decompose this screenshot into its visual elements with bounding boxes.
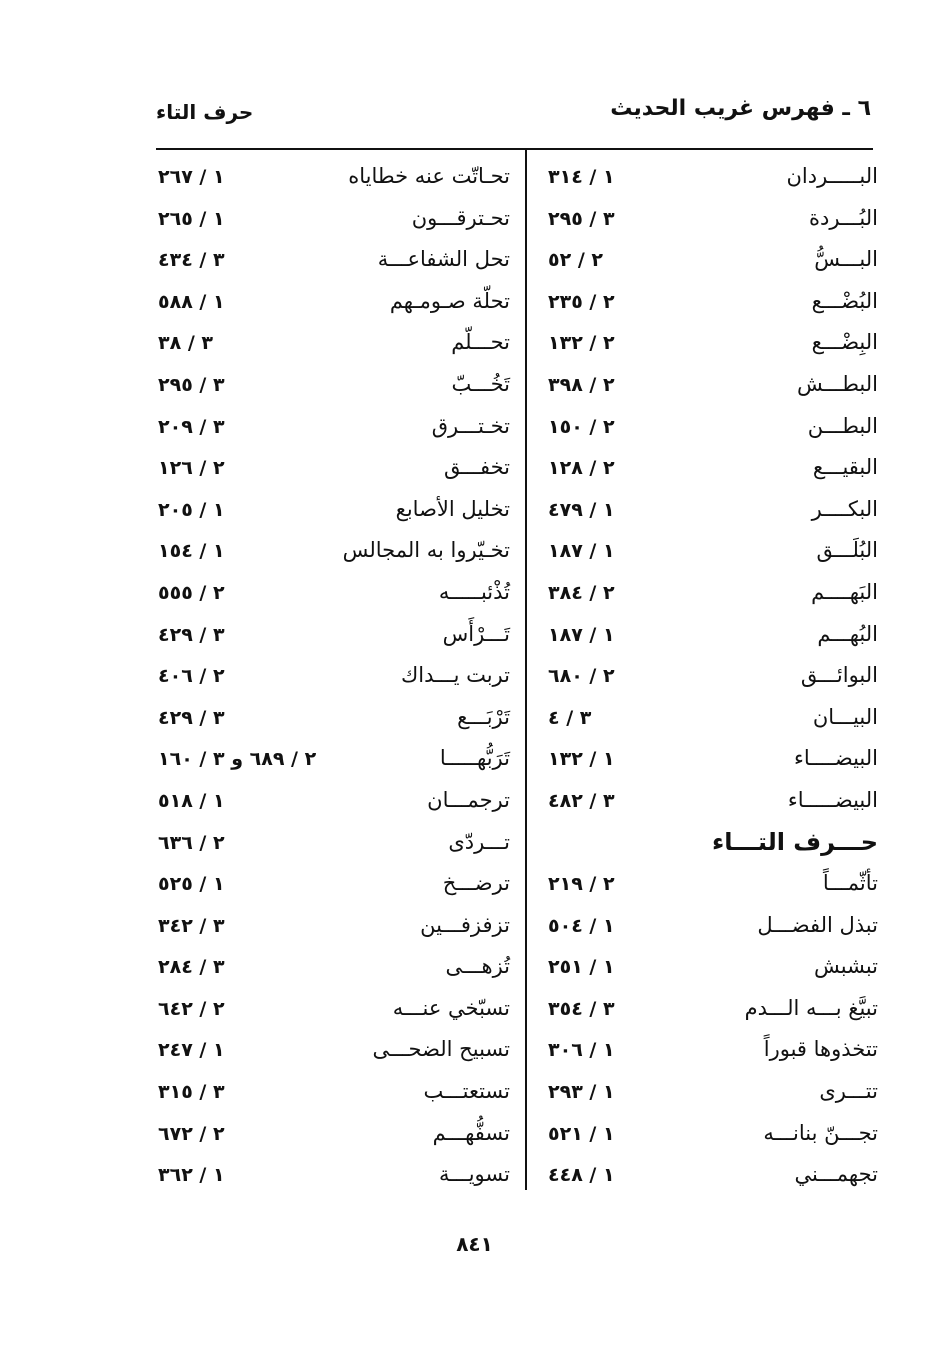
entry-term: تخليل الأصابع <box>395 496 510 521</box>
entry-reference: ٢ / ٥٢ <box>548 249 603 272</box>
entry-term: تَخُـــبّ <box>451 371 510 396</box>
index-entry <box>540 784 878 826</box>
entry-reference: ٣ / ٣١٥ <box>158 1081 225 1104</box>
entry-reference: ٢ / ٢٣٥ <box>548 290 615 313</box>
entry-term: تبشبش <box>813 954 878 979</box>
entry-reference: ١ / ١٣٢ <box>548 748 615 771</box>
entry-term: تجـــنّ بنانـــه <box>763 1120 878 1145</box>
entry-reference: ٣ / ٢٩٥ <box>158 373 225 396</box>
index-entry <box>540 202 878 244</box>
entry-reference: ٣ / ٣٥٤ <box>548 997 615 1020</box>
entry-term: تـــردّى <box>448 829 510 854</box>
index-entry <box>540 1117 878 1159</box>
index-entry <box>540 659 878 701</box>
index-entry <box>540 618 878 660</box>
index-entry <box>150 160 510 202</box>
index-entry <box>150 784 510 826</box>
entry-term: البيضـــــاء <box>787 787 878 812</box>
index-entry <box>150 368 510 410</box>
entry-term: تَرَبُّهـــــا <box>439 746 510 771</box>
entry-reference: ١ / ٢٠٥ <box>158 498 225 521</box>
entry-reference: ٢ / ١٢٨ <box>548 457 615 480</box>
index-entry <box>150 576 510 618</box>
index-entry <box>540 1158 878 1200</box>
entry-term: تسبّخي عنـــه <box>392 995 510 1020</box>
entry-term: البقيـــع <box>812 455 878 480</box>
entry-reference: ٢ / ٣٩٨ <box>548 373 615 396</box>
entry-term: تحـاتّت عنه خطاياه <box>348 164 510 188</box>
index-entry <box>540 950 878 992</box>
index-entry <box>150 534 510 576</box>
entry-term: البـــــردان <box>786 164 878 188</box>
index-entry <box>150 618 510 660</box>
entry-term: البُلَـــق <box>816 538 878 563</box>
entry-term: تسفُّهـــم <box>432 1120 510 1145</box>
index-entry <box>540 534 878 576</box>
left-column <box>150 160 510 1200</box>
entry-reference: ٣ / ٣٤٢ <box>158 914 225 937</box>
entry-reference: ١ / ٣٠٦ <box>548 1039 615 1062</box>
entry-term: البيـــان <box>812 704 878 729</box>
entry-term: تزفزفـــين <box>420 912 510 937</box>
entry-reference: ٢ / ١٥٠ <box>548 415 615 438</box>
page-header-section: حرف التاء <box>156 100 254 124</box>
entry-reference: ٢ / ٦٨٩ و ٣ / ١٦٠ <box>158 748 317 771</box>
entry-reference: ٣ / ٣٨ <box>158 332 213 355</box>
entry-reference: ٣ / ٤٢٩ <box>158 706 225 729</box>
entry-term: البـــسُّ <box>814 247 878 272</box>
entry-reference: ٢ / ٣٨٤ <box>548 581 615 604</box>
entry-reference: ٢ / ٥٥٥ <box>158 581 225 604</box>
entry-term: تبيَّغ بـــه الـــدم <box>744 995 878 1020</box>
entry-term: البكــــر <box>811 496 878 521</box>
index-entry <box>150 1033 510 1075</box>
entry-reference: ١ / ٥٢٥ <box>158 873 225 896</box>
entry-reference: ٣ / ٢٠٩ <box>158 415 225 438</box>
entry-reference: ١ / ٢٤٧ <box>158 1039 225 1062</box>
entry-term: تخفـــق <box>444 455 510 480</box>
entry-term: البُضْـــع <box>811 288 878 313</box>
entry-term: البُـــردة <box>809 205 878 230</box>
entry-term: ترضـــخ <box>442 871 510 896</box>
index-entry <box>150 1075 510 1117</box>
index-entry <box>150 826 510 868</box>
index-entry <box>150 742 510 784</box>
entry-term: تحـــلّم <box>451 330 510 355</box>
entry-term: تُزهـــى <box>445 954 510 979</box>
entry-reference: ٣ / ٢٩٥ <box>548 207 615 230</box>
entry-term: تبذل الفضـــل <box>757 912 878 937</box>
entry-term: تُذْئبـــــه <box>438 579 510 604</box>
index-entry <box>540 326 878 368</box>
index-entry <box>540 742 878 784</box>
entry-reference: ٢ / ٦٨٠ <box>548 665 615 688</box>
entry-reference: ١ / ٢٥١ <box>548 956 615 979</box>
entry-term: البَهــــم <box>811 579 878 604</box>
entry-term: تربت يـــداك <box>400 663 510 688</box>
entry-reference: ٢ / ١٣٢ <box>548 332 615 355</box>
entry-term: البِضْـــع <box>811 330 878 355</box>
entry-reference: ٣ / ٤٣٤ <box>158 249 225 272</box>
entry-reference: ٣ / ٢٨٤ <box>158 956 225 979</box>
entry-term: تحـترقـــون <box>411 205 510 230</box>
entry-reference: ١ / ٢٦٧ <box>158 166 225 188</box>
entry-term: تَـــرْأَس <box>442 621 510 646</box>
entry-term: تتخذوها قبوراً <box>763 1037 878 1062</box>
index-entry <box>150 202 510 244</box>
index-entry <box>540 493 878 535</box>
index-entry <box>150 659 510 701</box>
index-entry <box>150 1158 510 1200</box>
entry-reference: ١ / ٣١٤ <box>548 166 615 188</box>
entry-term: تحل الشفاعـــة <box>377 247 510 272</box>
section-heading: حـــرف التـــاء <box>712 827 878 856</box>
entry-reference: ٢ / ٤٠٦ <box>158 665 225 688</box>
entry-reference: ٢ / ٢١٩ <box>548 873 615 896</box>
entry-term: البيضــــاء <box>794 746 878 771</box>
index-entry <box>540 243 878 285</box>
entry-reference: ٣ / ٤ <box>548 706 592 729</box>
index-entry <box>540 701 878 743</box>
index-entry <box>150 701 510 743</box>
entry-term: تَرْبَـــع <box>457 704 510 729</box>
index-entry <box>150 326 510 368</box>
right-column <box>540 160 878 1200</box>
entry-reference: ١ / ٤٤٨ <box>548 1164 615 1187</box>
entry-reference: ١ / ١٨٧ <box>548 540 615 563</box>
entry-reference: ١ / ٥٠٤ <box>548 914 615 937</box>
entry-reference: ١ / ٢٦٥ <box>158 207 225 230</box>
entry-term: تخـيّروا به المجالس <box>342 538 510 563</box>
entry-reference: ٣ / ٤٨٢ <box>548 789 615 812</box>
column-divider <box>525 150 527 1190</box>
entry-term: البوائـــق <box>800 663 878 688</box>
entry-term: تأثّمـــاً <box>822 871 878 896</box>
entry-reference: ٢ / ٦٤٢ <box>158 997 225 1020</box>
index-entry <box>150 909 510 951</box>
index-entry <box>150 950 510 992</box>
entry-term: البطـــش <box>796 371 878 396</box>
index-entry <box>150 285 510 327</box>
entry-term: تستعتـــب <box>423 1079 510 1104</box>
index-entry <box>540 1033 878 1075</box>
index-entry <box>150 867 510 909</box>
index-entry <box>540 867 878 909</box>
entry-term: تتـــرى <box>819 1079 878 1104</box>
index-entry <box>150 451 510 493</box>
entry-reference: ١ / ٣٦٢ <box>158 1164 225 1187</box>
index-entry <box>540 1075 878 1117</box>
index-entry <box>150 493 510 535</box>
index-entry <box>150 410 510 452</box>
index-entry <box>540 909 878 951</box>
entry-term: البُهـــم <box>817 621 878 646</box>
entry-reference: ١ / ١٥٤ <box>158 540 225 563</box>
entry-reference: ١ / ٥١٨ <box>158 789 225 812</box>
index-entry <box>150 992 510 1034</box>
entry-reference: ١ / ٥٨٨ <box>158 290 225 313</box>
index-entry <box>150 243 510 285</box>
entry-term: تحلّة صـومـهم <box>389 288 510 313</box>
index-entry <box>540 285 878 327</box>
index-entry <box>540 160 878 202</box>
entry-term: تسويـــة <box>439 1162 510 1187</box>
entry-reference: ١ / ١٨٧ <box>548 623 615 646</box>
section-heading-row <box>540 826 878 868</box>
entry-reference: ٢ / ٦٣٦ <box>158 831 225 854</box>
index-entry <box>540 368 878 410</box>
entry-term: تسبيح الضحـــى <box>372 1037 510 1062</box>
index-entry <box>540 410 878 452</box>
entry-term: تخـتـــرق <box>431 413 510 438</box>
page-header-title: ٦ ـ فهرس غريب الحديث <box>610 96 871 121</box>
entry-reference: ٣ / ٤٢٩ <box>158 623 225 646</box>
header-rule <box>156 148 873 150</box>
entry-reference: ١ / ٢٩٣ <box>548 1081 615 1104</box>
entry-reference: ١ / ٥٢١ <box>548 1122 615 1145</box>
index-entry <box>540 576 878 618</box>
page-number: ٨٤١ <box>456 1232 493 1256</box>
entry-reference: ٢ / ١٢٦ <box>158 457 225 480</box>
index-entry <box>540 992 878 1034</box>
index-entry <box>150 1117 510 1159</box>
entry-term: تجهمـــني <box>794 1162 878 1187</box>
entry-reference: ١ / ٤٧٩ <box>548 498 615 521</box>
index-entry <box>540 451 878 493</box>
entry-term: ترجمـــان <box>427 787 510 812</box>
entry-term: البطـــن <box>807 413 878 438</box>
entry-reference: ٢ / ٦٧٢ <box>158 1122 225 1145</box>
